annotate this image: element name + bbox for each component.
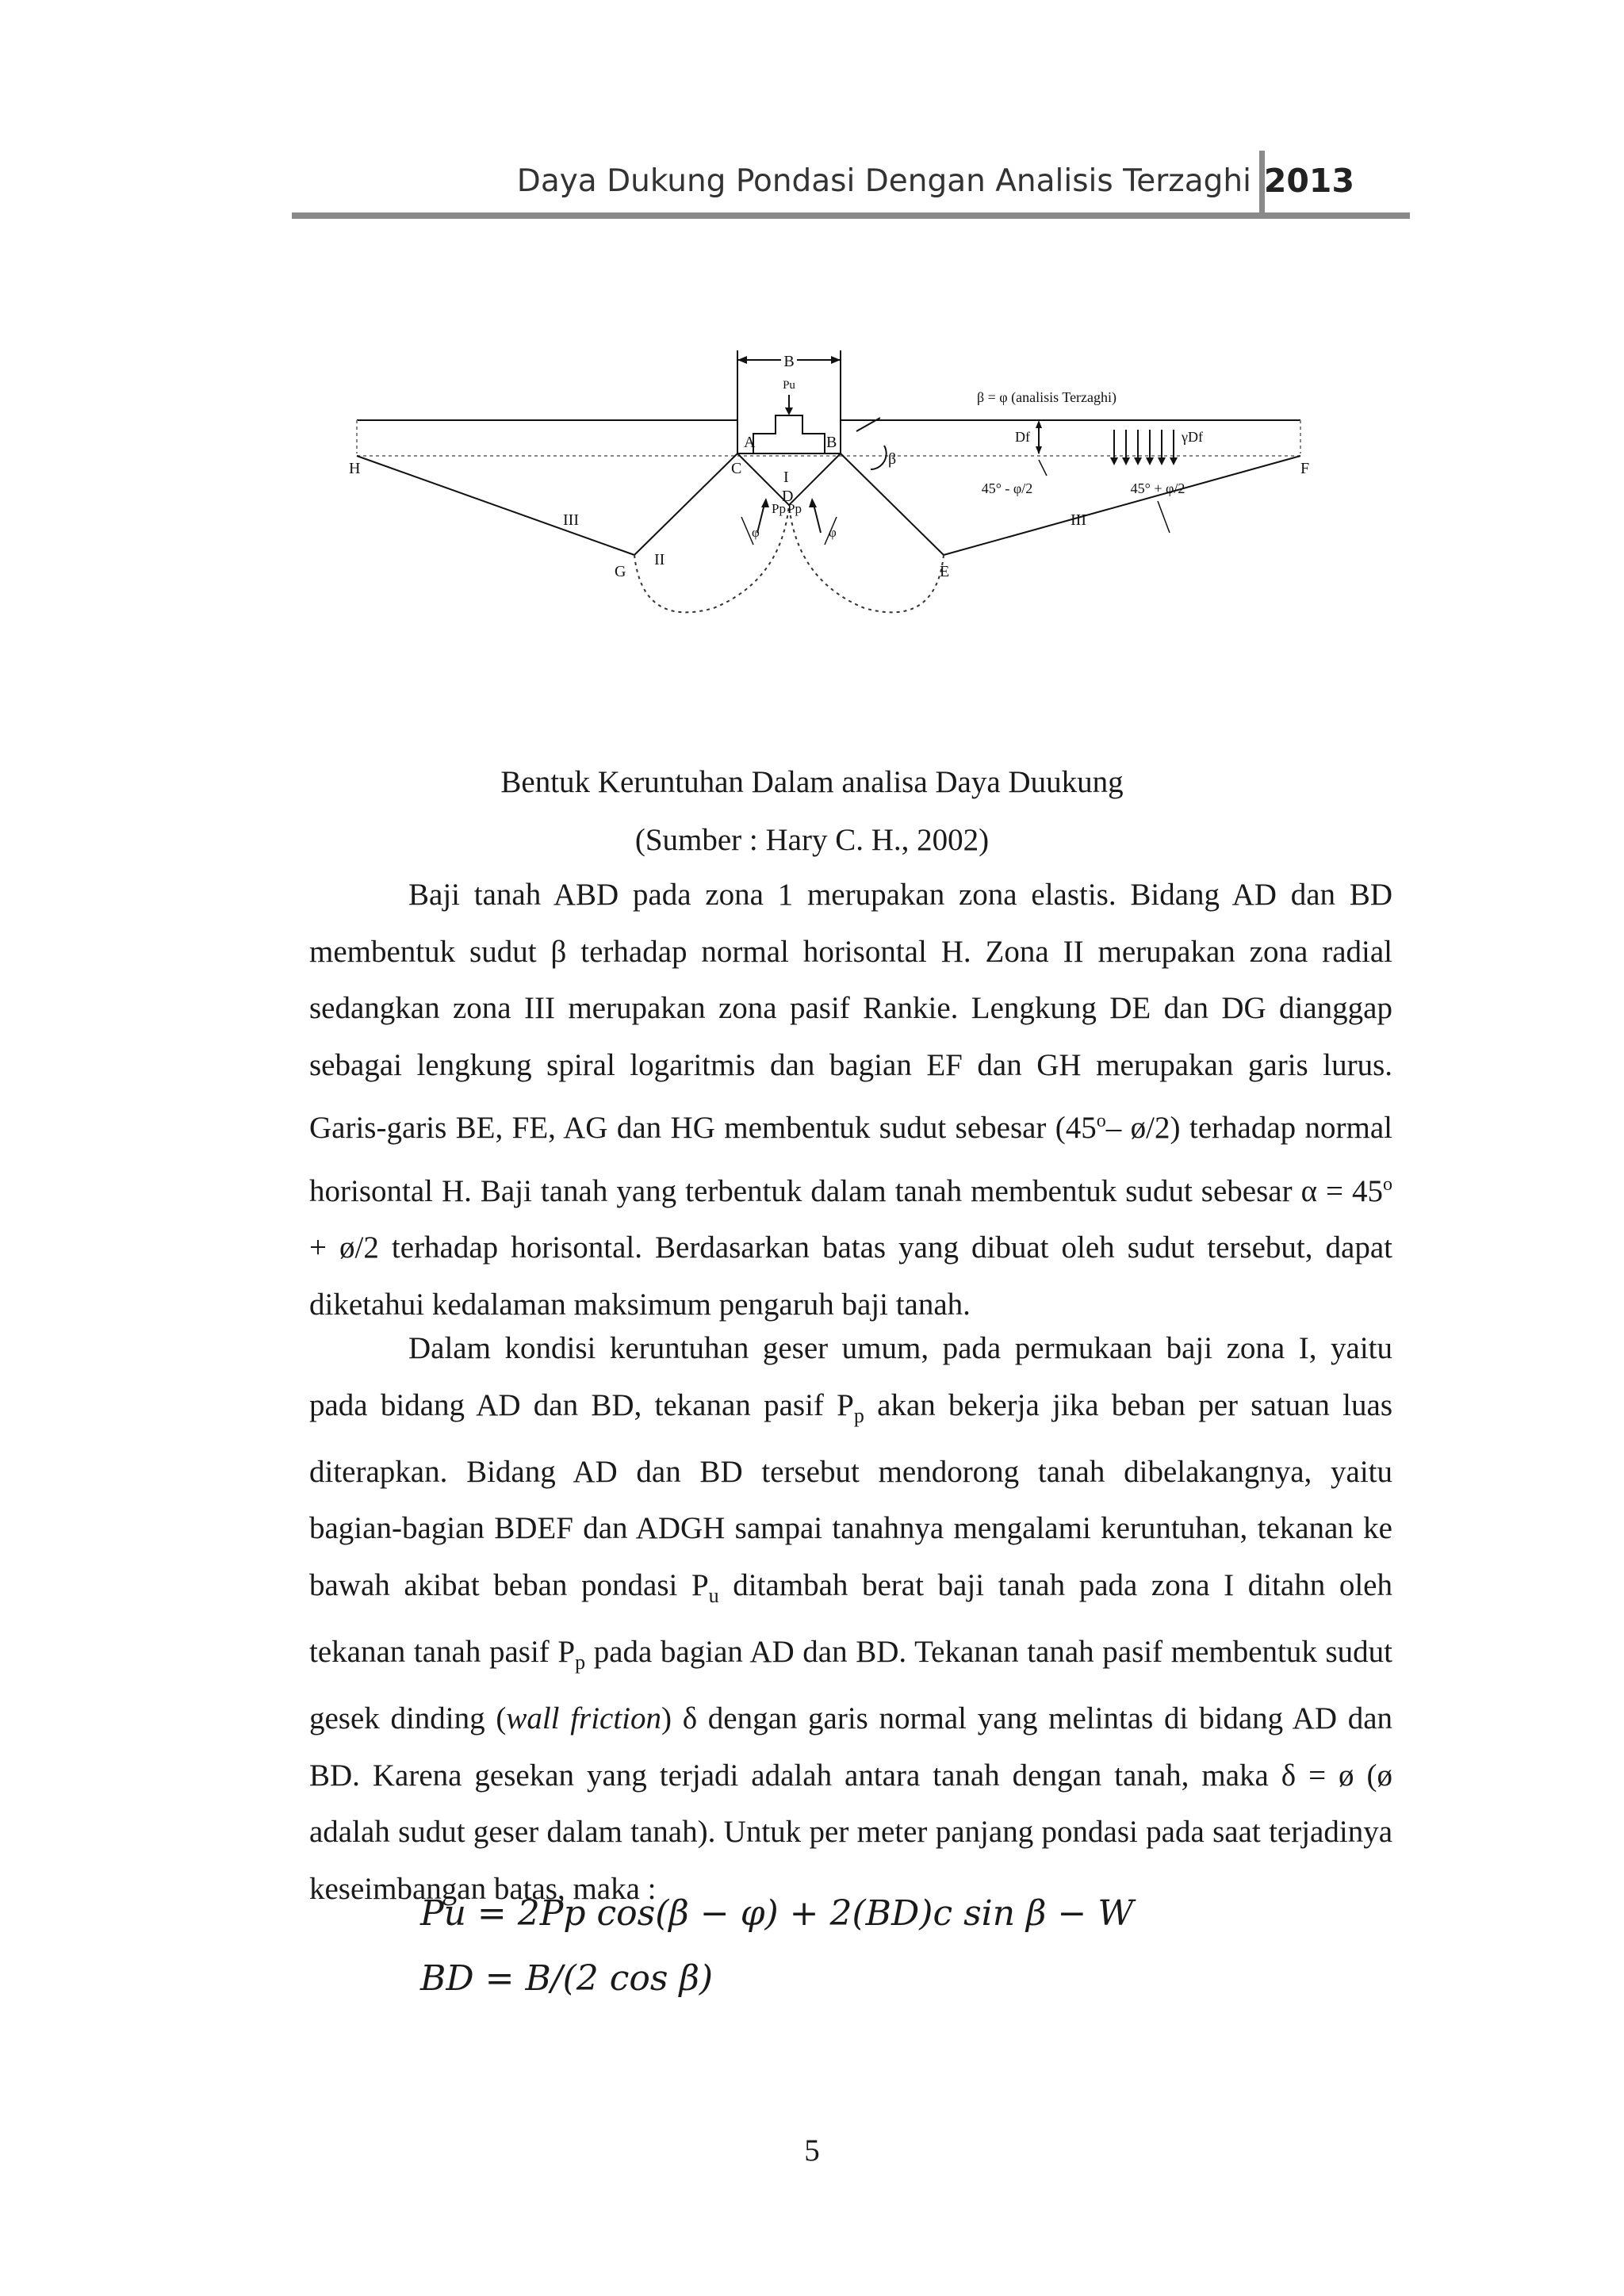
label-zone-iii-left: III [563,511,579,529]
angle-plus: 45° + φ/2 [1130,480,1185,496]
label-b-top: B [783,353,795,370]
label-gamma-df: γDf [1182,429,1203,445]
label-f: F [1300,460,1310,477]
page-header [292,143,1410,219]
label-phi-left: φ [752,525,760,540]
label-pp-left: Pp [772,501,786,516]
degree-sup: o [1383,1173,1392,1195]
surcharge-arrows [1110,430,1178,465]
line-fe [944,456,1300,555]
header-rule [292,212,1410,219]
paragraph-2-text-e: ) δ dengan garis normal yang melintas di bidang AD dan BD. Karena gesekan yang terjadi adalah antara tanah dengan tanah, maka δ = ø (ø adalah sudut geser dalam tanah). Untuk per meter panjang pondasi pada saat terjadinya keseimbangan batas, maka : [309,1701,1393,1906]
label-h: H [349,460,361,477]
label-pu: Pu [783,379,795,392]
header-year: 2013 [1263,162,1354,200]
formula-bd: BD = B/(2 cos β) [420,1958,714,1999]
page-number: 5 [804,2133,820,2168]
label-zone-ii: II [654,551,665,568]
spiral-de [789,505,944,612]
figure-caption: Bentuk Keruntuhan Dalam analisa Daya Duukung [500,765,1124,799]
label-d: D [782,488,794,505]
footing-column [753,415,825,453]
degree-sup: o [1096,1111,1106,1131]
angle-minus: 45° - φ/2 [981,480,1033,496]
subscript: u [708,1583,719,1607]
paragraph-1-text-b: – ø/2) terhadap normal horisontal H. Baji tanah yang terbentuk dalam tanah membentuk sudut sebesar α = 45 [309,1111,1392,1208]
label-i: I [783,469,789,486]
label-df: Df [1015,429,1030,445]
label-b: B [826,434,837,451]
label-zone-iii-right: III [1071,511,1086,529]
label-a: A [744,434,756,451]
subscript: p [575,1650,586,1674]
label-beta: β [888,450,897,468]
paragraph-2-text-c: ditambah berat baji tanah pada zona I ditahn oleh tekanan tanah pasif P [309,1567,1392,1670]
paragraph-2-text-b: akan bekerja jika beban per satuan luas diterapkan. Bidang AD dan BD tersebut mendorong tanah dibelakangnya, yaitu bagian-bagian BDEF dan ADGH sampai tanahnya mengalami keruntuhan, tekanan ke bawah akibat beban pondasi P [309,1387,1392,1602]
paragraph-1-text-a: Baji tanah ABD pada zona 1 merupakan zona elastis. Bidang AD dan BD membentuk sudut β terhadap normal horisontal H. Zona II merupakan zona radial sedangkan zona III merupakan zona pasif Rankie. Lengkung DE dan DG dianggap sebagai lengkung spiral logaritmis dan bagian EF dan GH merupakan garis lurus. Garis-garis BE, FE, AG dan HG membentuk sudut sebesar (45 [309,878,1392,1145]
label-g: G [615,563,626,580]
paragraph-2-text-a: Dalam kondisi keruntuhan geser umum, pada permukaan baji zona I, yaitu pada bidang AD dan BD, tekanan pasif P [309,1331,1392,1422]
label-pp-right: Pp [787,501,802,516]
label-e: E [940,563,950,580]
failure-diagram [341,342,1316,747]
paragraph-2-text-d: pada bagian AD dan BD. Tekanan tanah pasif membentuk sudut gesek dinding ( [309,1635,1392,1736]
label-phi-right: φ [829,525,837,540]
line-be [841,453,944,555]
label-c: C [731,460,742,477]
line-hg [357,456,634,555]
header-title: Daya Dukung Pondasi Dengan Analisis Terzaghi [516,163,1251,199]
paragraph-1-text-c: + ø/2 terhadap horisontal. Berdasarkan batas yang dibuat oleh sudut tersebut, dapat diketahui kedalaman maksimum pengaruh baji tanah. [309,1230,1392,1322]
formula-pu: Pu = 2Pp cos(β − φ) + 2(BD)c sin β − W [420,1893,1134,1934]
subscript: p [853,1403,864,1427]
paragraph-1 [309,867,1392,1333]
paragraph-2 [309,1320,1392,1917]
beta-note: β = φ (analisis Terzaghi) [976,389,1117,405]
failure-figure [341,342,1316,747]
figure-source: (Sumber : Hary C. H., 2002) [634,823,990,857]
italic-term: wall friction [506,1701,662,1736]
line-ag [634,453,737,555]
